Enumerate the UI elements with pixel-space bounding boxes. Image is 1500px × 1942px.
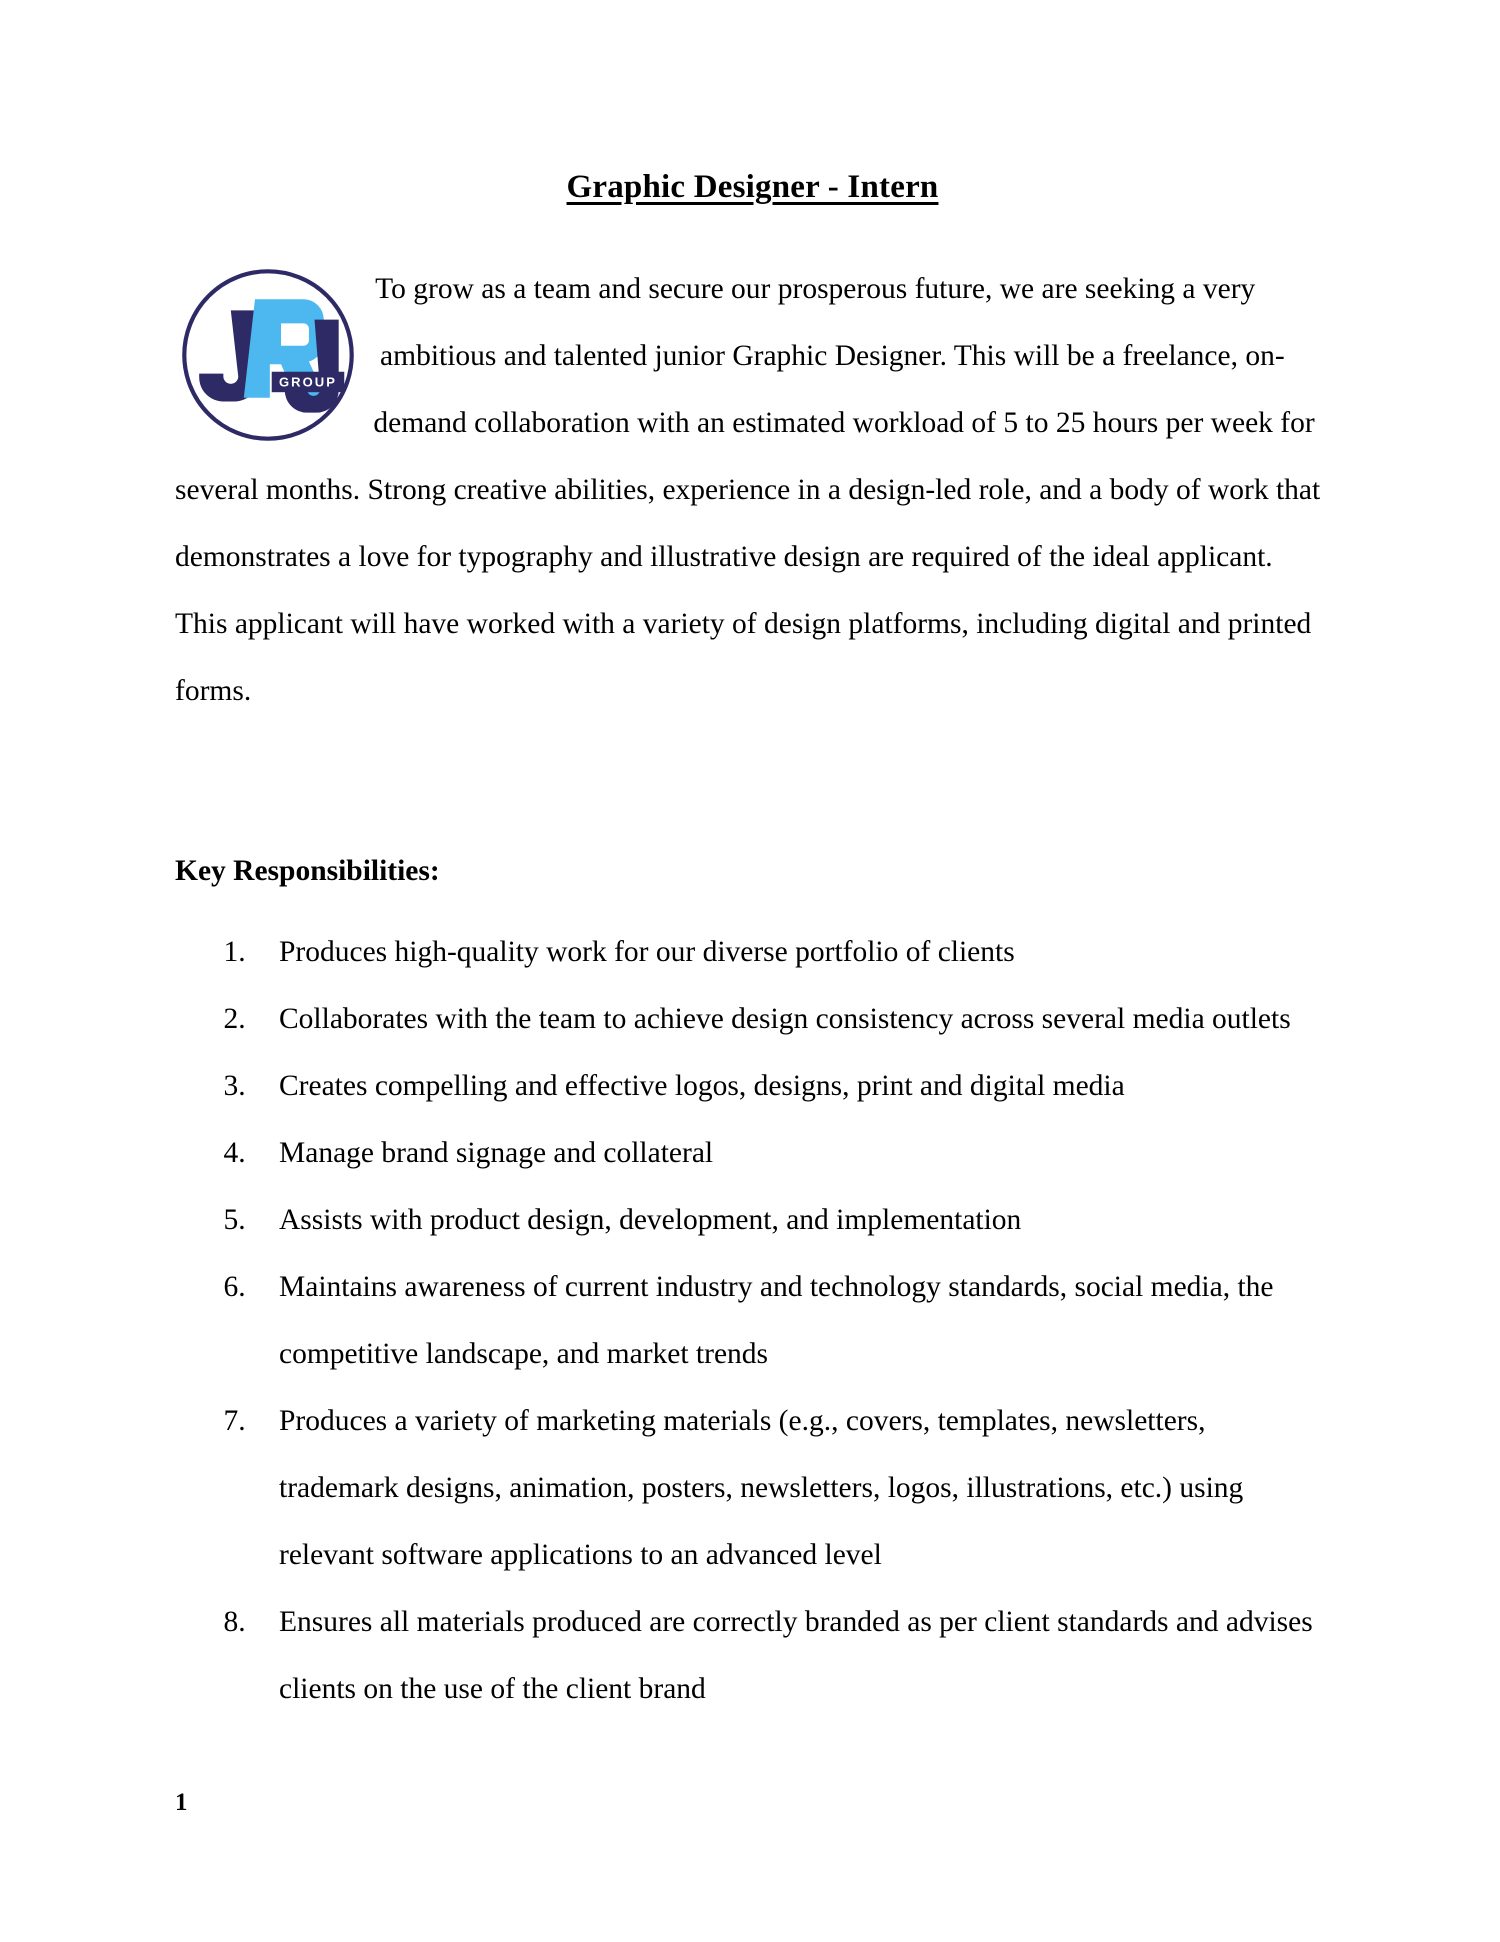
list-item: 5. Assists with product design, development, and implementation: [253, 1187, 1330, 1254]
list-item: 3. Creates compelling and effective logos, designs, print and digital media: [253, 1053, 1330, 1120]
page-number: 1: [175, 1789, 188, 1816]
list-item: 8. Ensures all materials produced are correctly branded as per client standards and advises clients on the use of the client brand: [253, 1589, 1330, 1723]
intro-block: [175, 256, 1330, 725]
list-item: 7. Produces a variety of marketing materials (e.g., covers, templates, newsletters, trademark designs, animation, posters, newsletters, logos, illustrations, etc.) using relevant software applications to an advanced level: [253, 1388, 1330, 1589]
logo-svg: [175, 262, 361, 448]
list-item: 4. Manage brand signage and collateral: [253, 1120, 1330, 1187]
list-item: 2. Collaborates with the team to achieve design consistency across several media outlets: [253, 986, 1330, 1053]
page-title: [175, 0, 1330, 208]
jrj-group-logo: [175, 262, 361, 448]
responsibilities-list: [175, 919, 1330, 1723]
logo-wordmark-text: GROUP: [279, 374, 337, 390]
document-content: [175, 0, 1330, 1723]
page-title-text: Graphic Designer - Intern: [566, 169, 939, 205]
key-responsibilities-heading: Key Responsibilities:: [175, 854, 440, 887]
list-item: 6. Maintains awareness of current industry and technology standards, social media, the competitive landscape, and market trends: [253, 1254, 1330, 1388]
intro-paragraph: To grow as a team and secure our prosperous future, we are seeking a very ambitious and talented junior Graphic Designer. This will be a freelance, on-demand collaboration with an estimated workload of 5 to 25 hours per week for several months. Strong creative abilities, experience in a design-led role, and a body of work that demonstrates a love for typography and illustrative design are required of the ideal applicant. This applicant will have worked with a variety of design platforms, including digital and printed forms.: [175, 272, 1321, 707]
list-item: 1. Produces high-quality work for our diverse portfolio of clients: [253, 919, 1330, 986]
